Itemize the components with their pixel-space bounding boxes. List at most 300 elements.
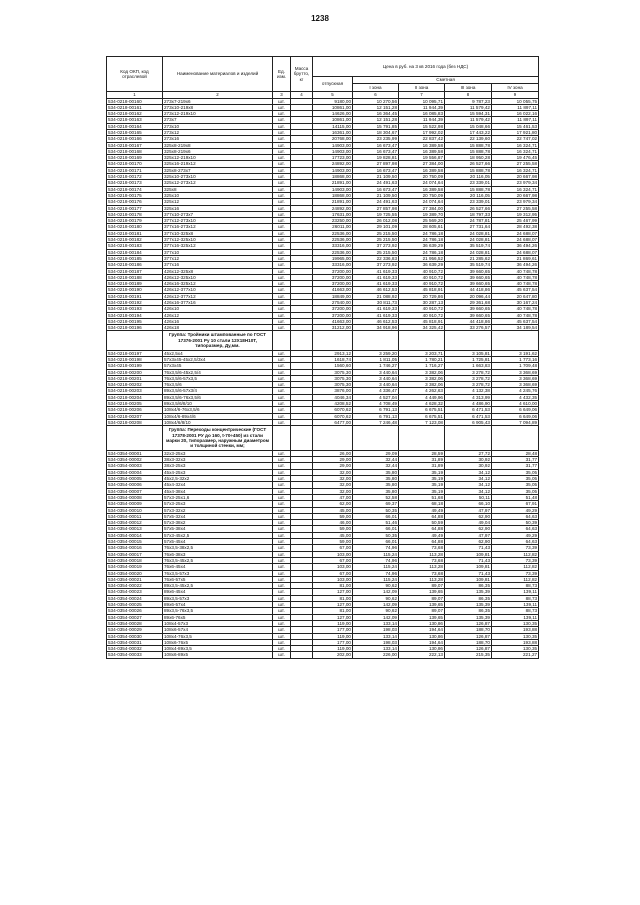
price-zone-4: 25 467,99	[492, 218, 539, 224]
item-unit: шт.	[273, 224, 291, 230]
price-zone-4: 1 773,16	[492, 357, 539, 363]
item-unit: шт.	[273, 557, 291, 563]
item-name: 76x3,5/6-45x2,5/4	[163, 369, 273, 375]
item-name: 76x6-38x3	[163, 551, 273, 557]
price-zone-1: 32,44	[353, 457, 399, 463]
item-name: 57x3-32x2	[163, 507, 273, 513]
price-zone-4: 34 189,54	[492, 325, 539, 331]
item-unit: шт.	[273, 363, 291, 369]
price-zone-1: 115,24	[353, 576, 399, 582]
price-zone-4: 88,73	[492, 583, 539, 589]
price-release: 14626,00	[313, 111, 353, 117]
header-estimate-price: Сметная	[353, 77, 539, 84]
price-zone-2: 113,28	[399, 576, 445, 582]
item-unit: шт.	[273, 218, 291, 224]
price-release: 31212,00	[313, 325, 353, 331]
item-name: 377x10	[163, 249, 273, 255]
price-release: 17631,00	[313, 211, 353, 217]
price-zone-2: 24 074,64	[399, 180, 445, 186]
price-zone-2: 24 074,64	[399, 199, 445, 205]
price-zone-3: 135,39	[445, 589, 492, 595]
item-unit: шт.	[273, 620, 291, 626]
price-zone-2: 35,19	[399, 488, 445, 494]
price-zone-3: 44 418,86	[445, 318, 492, 324]
item-unit: шт.	[273, 249, 291, 255]
price-release: 2913,12	[313, 350, 353, 356]
group-spacer	[353, 426, 399, 451]
header-code: Код ОКП, код отраслевой	[107, 57, 163, 92]
price-zone-2: 40 910,72	[399, 268, 445, 274]
group-header-row	[107, 426, 539, 451]
item-code: 534-0354-00010	[107, 507, 163, 513]
price-zone-4: 28 492,38	[492, 224, 539, 230]
price-zone-4: 88,73	[492, 595, 539, 601]
item-name: 108x4/6-89x4/6	[163, 413, 273, 419]
item-unit: шт.	[273, 237, 291, 243]
item-code: 534-0218-00179	[107, 218, 163, 224]
item-name: 89x3,5/6/8/10	[163, 401, 273, 407]
price-release: 32,00	[313, 482, 353, 488]
item-unit: шт.	[273, 627, 291, 633]
price-release: 37200,00	[313, 274, 353, 280]
item-code: 534-0218-00163	[107, 117, 163, 123]
price-zone-4: 16 022,16	[492, 111, 539, 117]
price-zone-2: 16 389,58	[399, 167, 445, 173]
price-release: 119,00	[313, 620, 353, 626]
item-code: 534-0218-00201	[107, 375, 163, 381]
price-zone-3: 39 660,65	[445, 268, 492, 274]
price-zone-1: 52,58	[353, 494, 399, 500]
price-zone-3: 26 527,66	[445, 205, 492, 211]
item-code: 534-0218-00165	[107, 129, 163, 135]
price-release: 127,00	[313, 614, 353, 620]
group-spacer	[313, 331, 353, 350]
price-release: 3075,30	[313, 369, 353, 375]
item-name: 89x6-57x4	[163, 602, 273, 608]
price-zone-3: 188,70	[445, 627, 492, 633]
item-code: 534-0354-00008	[107, 494, 163, 500]
price-zone-4: 139,11	[492, 589, 539, 595]
column-number: 7	[399, 92, 445, 99]
item-code: 534-0354-00002	[107, 457, 163, 463]
item-code: 534-0354-00028	[107, 620, 163, 626]
price-zone-3: 126,87	[445, 646, 492, 652]
price-release: 37200,00	[313, 306, 353, 312]
price-zone-1: 23 235,99	[353, 136, 399, 142]
item-unit: шт.	[273, 318, 291, 324]
item-name: 426x12-325x8	[163, 268, 273, 274]
item-code: 534-0218-00197	[107, 350, 163, 356]
item-name: 108x4-57x3	[163, 620, 273, 626]
price-zone-1: 4 336,47	[353, 388, 399, 394]
item-mass	[291, 652, 313, 658]
price-zone-3: 23 339,01	[445, 180, 492, 186]
section-3-rows	[107, 450, 539, 658]
item-name: 325x8-273x7	[163, 167, 273, 173]
price-zone-2: 24 786,18	[399, 230, 445, 236]
price-zone-3: 18 797,33	[445, 211, 492, 217]
item-name: 108x6-57x4	[163, 627, 273, 633]
item-code: 534-0354-00021	[107, 576, 163, 582]
price-release: 18849,00	[313, 293, 353, 299]
item-name: 377x10-325x8	[163, 230, 273, 236]
item-name: 76x3,5/6-57x3,5	[163, 375, 273, 381]
column-number: 2	[163, 92, 273, 99]
header-mass: Масса брутто, кг	[291, 57, 313, 92]
header-zone-3: III зона	[445, 84, 492, 92]
item-code: 534-0218-00199	[107, 363, 163, 369]
price-zone-3: 24 028,81	[445, 249, 492, 255]
price-zone-4: 20 667,98	[492, 192, 539, 198]
item-name: 273x16	[163, 136, 273, 142]
price-zone-1: 37 273,92	[353, 243, 399, 249]
price-zone-4: 20 647,80	[492, 293, 539, 299]
price-zone-4: 19 476,45	[492, 155, 539, 161]
price-zone-2: 17 992,02	[399, 129, 445, 135]
price-release: 33316,00	[313, 243, 353, 249]
item-code: 534-0218-00202	[107, 382, 163, 388]
price-zone-3: 1 663,83	[445, 363, 492, 369]
price-release: 14903,00	[313, 186, 353, 192]
price-zone-2: 113,28	[399, 564, 445, 570]
item-unit: шт.	[273, 413, 291, 419]
item-name: 273x10-219x8	[163, 104, 273, 110]
item-code: 534-0354-00027	[107, 614, 163, 620]
item-code: 534-0218-00166	[107, 136, 163, 142]
price-zone-1: 142,09	[353, 614, 399, 620]
group-spacer	[273, 331, 291, 350]
item-name: 108x6-76x5	[163, 639, 273, 645]
price-zone-3: 22 139,60	[445, 136, 492, 142]
price-zone-1: 21 109,50	[353, 192, 399, 198]
price-zone-3: 6 471,53	[445, 407, 492, 413]
item-unit: шт.	[273, 186, 291, 192]
price-zone-3: 3 278,72	[445, 369, 492, 375]
item-name: 377x12-273x10	[163, 218, 273, 224]
price-zone-2: 45 818,91	[399, 318, 445, 324]
item-unit: шт.	[273, 507, 291, 513]
price-release: 21891,00	[313, 180, 353, 186]
item-code: 534-0218-00175	[107, 192, 163, 198]
item-name: 89x6-45x4	[163, 589, 273, 595]
price-zone-3: 34,12	[445, 488, 492, 494]
price-zone-2: 73,68	[399, 545, 445, 551]
price-zone-4: 23 979,34	[492, 180, 539, 186]
item-unit: шт.	[273, 230, 291, 236]
price-zone-3: 47,97	[445, 507, 492, 513]
item-unit: шт.	[273, 287, 291, 293]
item-name: 89x3,5/6-76x3,5/6	[163, 394, 273, 400]
price-zone-1: 32,44	[353, 463, 399, 469]
price-zone-3: 15 594,31	[445, 111, 492, 117]
price-zone-3: 39 660,65	[445, 312, 492, 318]
table-row	[107, 652, 539, 658]
price-zone-3: 24 787,81	[445, 218, 492, 224]
price-zone-1: 198,03	[353, 639, 399, 645]
price-release: 21891,00	[313, 199, 353, 205]
item-name: 45x2,5x4	[163, 350, 273, 356]
item-name: 57x3-25x3	[163, 501, 273, 507]
item-code: 534-0218-00200	[107, 369, 163, 375]
price-zone-4: 193,88	[492, 639, 539, 645]
price-zone-4: 139,11	[492, 614, 539, 620]
price-zone-3: 20 116,05	[445, 192, 492, 198]
item-unit: шт.	[273, 520, 291, 526]
price-zone-4: 64,63	[492, 526, 539, 532]
item-code: 534-0354-00030	[107, 633, 163, 639]
item-unit: шт.	[273, 407, 291, 413]
price-zone-3: 109,81	[445, 576, 492, 582]
item-code: 534-0354-00020	[107, 570, 163, 576]
price-zone-1: 24 491,63	[353, 199, 399, 205]
price-zone-3: 33 276,57	[445, 325, 492, 331]
item-code: 534-0218-00177	[107, 205, 163, 211]
price-zone-2: 34 325,42	[399, 325, 445, 331]
item-code: 534-0218-00168	[107, 148, 163, 154]
column-number: 4	[291, 92, 313, 99]
price-release: 14115,00	[313, 123, 353, 129]
item-code: 534-0218-00205	[107, 401, 163, 407]
item-name: 108x4/6-76x3,5/6	[163, 407, 273, 413]
item-name: 273x7	[163, 117, 273, 123]
price-zone-4: 20 667,98	[492, 174, 539, 180]
price-zone-4: 73,39	[492, 570, 539, 576]
item-unit: шт.	[273, 123, 291, 129]
item-code: 534-0218-00204	[107, 394, 163, 400]
item-code: 534-0354-00015	[107, 539, 163, 545]
price-release: 3075,30	[313, 382, 353, 388]
price-zone-3: 86,35	[445, 595, 492, 601]
price-zone-1: 142,09	[353, 589, 399, 595]
price-release: 202,00	[313, 652, 353, 658]
price-zone-4: 24 688,07	[492, 249, 539, 255]
price-zone-1: 41 619,33	[353, 274, 399, 280]
price-zone-2: 35,19	[399, 476, 445, 482]
price-zone-2: 36 639,29	[399, 262, 445, 268]
price-zone-1: 24 491,63	[353, 180, 399, 186]
price-zone-3: 27,72	[445, 450, 492, 456]
item-code: 534-0354-00032	[107, 646, 163, 652]
price-zone-3: 71,43	[445, 545, 492, 551]
item-name: 273x12	[163, 129, 273, 135]
item-unit: шт.	[273, 463, 291, 469]
price-zone-2: 50,59	[399, 520, 445, 526]
item-unit: шт.	[273, 576, 291, 582]
item-name: 57x3x45-45x2,5/3x4	[163, 357, 273, 363]
item-code: 534-0354-00025	[107, 602, 163, 608]
price-zone-2: 45 818,91	[399, 287, 445, 293]
price-zone-3: 49,04	[445, 520, 492, 526]
item-unit: шт.	[273, 539, 291, 545]
price-zone-4: 112,82	[492, 551, 539, 557]
price-zone-4: 16 324,71	[492, 186, 539, 192]
item-name: 76x3,5-45x2,5	[163, 557, 273, 563]
price-zone-1: 12 151,28	[353, 117, 399, 123]
price-zone-3: 47,97	[445, 532, 492, 538]
price-release: 81,00	[313, 583, 353, 589]
price-zone-1: 133,14	[353, 620, 399, 626]
item-unit: шт.	[273, 104, 291, 110]
price-zone-4: 35,05	[492, 482, 539, 488]
price-zone-2: 35,19	[399, 482, 445, 488]
item-code: 534-0218-00167	[107, 142, 163, 148]
item-code: 534-0354-00016	[107, 545, 163, 551]
price-zone-2: 11 944,39	[399, 104, 445, 110]
price-zone-2: 3 382,06	[399, 382, 445, 388]
group-spacer	[273, 426, 291, 451]
item-unit: шт.	[273, 488, 291, 494]
price-zone-2: 36 639,29	[399, 243, 445, 249]
price-zone-3: 135,39	[445, 614, 492, 620]
price-release: 1618,74	[313, 357, 353, 363]
item-name: 76x3,5-38x2,5	[163, 545, 273, 551]
item-unit: шт.	[273, 570, 291, 576]
price-zone-3: 39 660,65	[445, 281, 492, 287]
price-release: 26011,00	[313, 224, 353, 230]
price-zone-4: 112,82	[492, 564, 539, 570]
price-zone-4: 40 748,78	[492, 306, 539, 312]
price-zone-2: 139,65	[399, 614, 445, 620]
item-name: 89x3,5-76x3,5	[163, 608, 273, 614]
price-release: 29,00	[313, 457, 353, 463]
item-name: 89x6-76x5	[163, 614, 273, 620]
price-zone-1: 198,03	[353, 627, 399, 633]
group-spacer	[445, 426, 492, 451]
price-zone-2: 130,86	[399, 633, 445, 639]
item-unit: шт.	[273, 457, 291, 463]
item-code: 534-0218-00169	[107, 155, 163, 161]
item-unit: шт.	[273, 419, 291, 425]
item-code: 534-0354-00019	[107, 564, 163, 570]
price-zone-3: 34,12	[445, 469, 492, 475]
price-zone-3: 1 725,81	[445, 357, 492, 363]
price-zone-4: 130,35	[492, 633, 539, 639]
price-zone-2: 89,07	[399, 595, 445, 601]
price-release: 177,00	[313, 639, 353, 645]
price-zone-2: 139,65	[399, 589, 445, 595]
item-unit: шт.	[273, 608, 291, 614]
item-code: 534-0218-00183	[107, 243, 163, 249]
price-zone-1: 18 304,67	[353, 129, 399, 135]
price-zone-2: 4 449,96	[399, 394, 445, 400]
price-release: 18868,00	[313, 174, 353, 180]
price-zone-3: 21 285,62	[445, 255, 492, 261]
price-zone-2: 27 384,00	[399, 161, 445, 167]
price-zone-4: 24 688,07	[492, 230, 539, 236]
item-unit: шт.	[273, 602, 291, 608]
price-zone-3: 62,90	[445, 513, 492, 519]
price-zone-3: 4 132,38	[445, 388, 492, 394]
price-zone-2: 28 605,61	[399, 224, 445, 230]
price-release: 127,00	[313, 602, 353, 608]
price-zone-3: 3 105,81	[445, 350, 492, 356]
price-release: 33316,00	[313, 262, 353, 268]
price-release: 59,00	[313, 539, 353, 545]
price-zone-4: 3 368,69	[492, 369, 539, 375]
item-unit: шт.	[273, 117, 291, 123]
price-zone-1: 51,46	[353, 520, 399, 526]
price-release: 59,00	[313, 513, 353, 519]
section-2-rows	[107, 350, 539, 426]
price-zone-2: 89,07	[399, 608, 445, 614]
item-unit: шт.	[273, 564, 291, 570]
item-unit: шт.	[273, 476, 291, 482]
price-zone-3: 24 028,81	[445, 230, 492, 236]
price-zone-2: 19 556,87	[399, 155, 445, 161]
price-zone-1: 3 440,64	[353, 382, 399, 388]
item-code: 534-0354-00018	[107, 557, 163, 563]
price-zone-1: 25 215,50	[353, 249, 399, 255]
item-name: 377x10-273x7	[163, 211, 273, 217]
price-zone-1: 16 673,47	[353, 186, 399, 192]
group-spacer	[313, 426, 353, 451]
price-zone-3: 9 787,23	[445, 98, 492, 104]
price-zone-2: 113,28	[399, 551, 445, 557]
price-zone-2: 16 389,58	[399, 142, 445, 148]
price-zone-1: 3 259,20	[353, 350, 399, 356]
price-release: 22536,00	[313, 249, 353, 255]
price-zone-1: 74,96	[353, 570, 399, 576]
item-name: 325x8	[163, 186, 273, 192]
item-code: 534-0218-00173	[107, 180, 163, 186]
item-code: 534-0354-00033	[107, 652, 163, 658]
price-zone-2: 20 750,09	[399, 174, 445, 180]
price-zone-1: 90,62	[353, 595, 399, 601]
price-zone-1: 41 619,33	[353, 268, 399, 274]
item-code: 534-0354-00011	[107, 513, 163, 519]
price-zone-4: 17 921,80	[492, 129, 539, 135]
item-name: 426x12-377x12	[163, 293, 273, 299]
header-price-group: Цена в руб. на 3 кв 2016 года (без НДС)	[313, 57, 539, 77]
item-code: 534-0218-00194	[107, 312, 163, 318]
price-zone-1: 41 619,33	[353, 306, 399, 312]
price-zone-4: 27 255,58	[492, 161, 539, 167]
group-spacer	[291, 426, 313, 451]
price-zone-2: 64,88	[399, 539, 445, 545]
item-name: 377x16-325x12	[163, 243, 273, 249]
item-name: 76x6-57x5	[163, 576, 273, 582]
item-unit: шт.	[273, 369, 291, 375]
price-zone-3: 15 888,78	[445, 186, 492, 192]
price-release: 67,00	[313, 570, 353, 576]
price-zone-1: 16 364,45	[353, 111, 399, 117]
price-zone-2: 73,68	[399, 570, 445, 576]
price-release: 59,00	[313, 526, 353, 532]
item-code: 534-0354-00001	[107, 450, 163, 456]
price-zone-4: 193,88	[492, 627, 539, 633]
price-zone-2: 139,65	[399, 602, 445, 608]
price-zone-4: 45 637,54	[492, 318, 539, 324]
price-release: 103,00	[313, 551, 353, 557]
price-zone-4: 4 610,00	[492, 401, 539, 407]
item-unit: шт.	[273, 174, 291, 180]
item-unit: шт.	[273, 161, 291, 167]
price-zone-4: 36 494,26	[492, 262, 539, 268]
header-zone-2: II зона	[399, 84, 445, 92]
price-release: 67,00	[313, 545, 353, 551]
price-zone-2: 40 910,72	[399, 312, 445, 318]
item-name: 32x3-25x3	[163, 450, 273, 456]
item-code: 534-0354-00005	[107, 476, 163, 482]
price-zone-4: 21 869,61	[492, 255, 539, 261]
item-code: 534-0218-00186	[107, 262, 163, 268]
price-zone-4: 139,11	[492, 602, 539, 608]
item-unit: шт.	[273, 274, 291, 280]
price-release: 32,00	[313, 488, 353, 494]
item-name: 377x16-273x12	[163, 224, 273, 230]
price-zone-4: 6 649,06	[492, 413, 539, 419]
item-unit: шт.	[273, 589, 291, 595]
